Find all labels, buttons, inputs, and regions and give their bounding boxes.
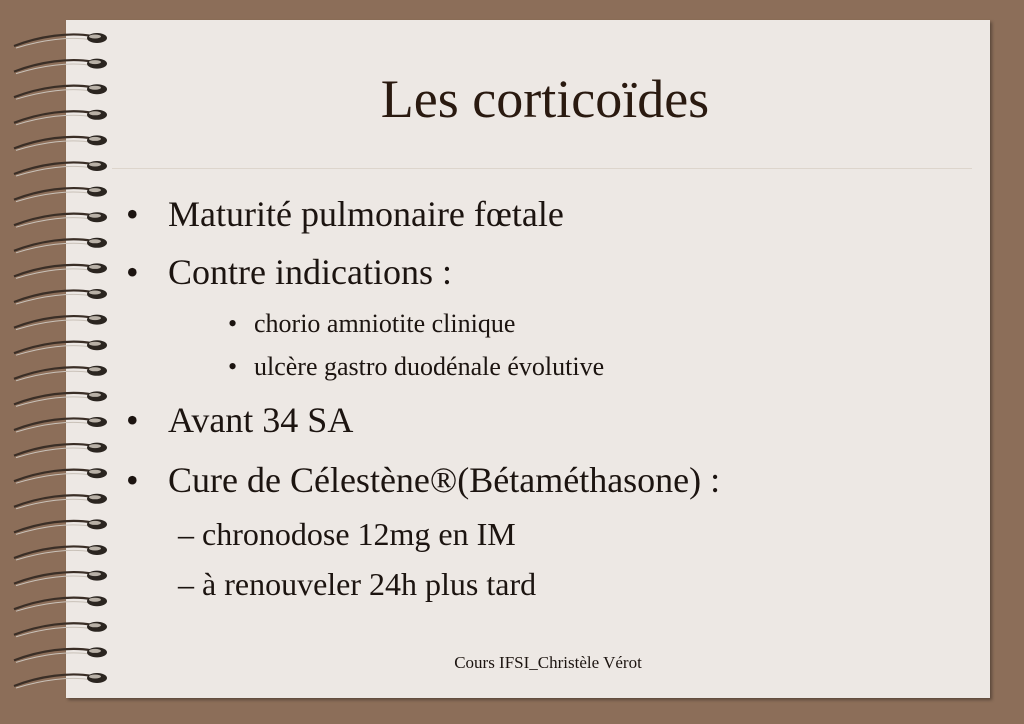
bullet-marker: • — [126, 194, 139, 234]
bullet-marker: • — [126, 400, 139, 440]
bullet-marker: • — [126, 460, 139, 500]
dash-marker: – — [178, 566, 194, 602]
bullet-text: Contre indications : — [168, 252, 452, 292]
dash-text: chronodose 12mg en IM — [202, 516, 516, 552]
bullet-item — [126, 462, 720, 498]
dash-item — [178, 568, 536, 600]
bullet-marker: • — [228, 309, 238, 338]
dash-item — [178, 518, 516, 550]
slide-footer: Cours IFSI_Christèle Vérot — [454, 653, 642, 672]
slide-title: Les corticoïdes — [380, 69, 710, 129]
bullet-item — [126, 254, 452, 290]
bullet-marker: • — [126, 252, 139, 292]
bullet-item — [126, 196, 564, 232]
sub-bullet-item — [228, 354, 604, 380]
bullet-text: ulcère gastro duodénale évolutive — [254, 352, 605, 381]
bullet-text: Cure de Célestène®(Bétaméthasone) : — [168, 460, 721, 500]
bullet-text: chorio amniotite clinique — [254, 309, 516, 338]
bullet-marker: • — [228, 352, 238, 381]
bullet-text: Avant 34 SA — [168, 400, 354, 440]
bullet-item — [126, 402, 353, 438]
dash-marker: – — [178, 516, 194, 552]
dash-text: à renouveler 24h plus tard — [202, 566, 537, 602]
bullet-text: Maturité pulmonaire fœtale — [168, 194, 564, 234]
sub-bullet-item — [228, 311, 515, 337]
